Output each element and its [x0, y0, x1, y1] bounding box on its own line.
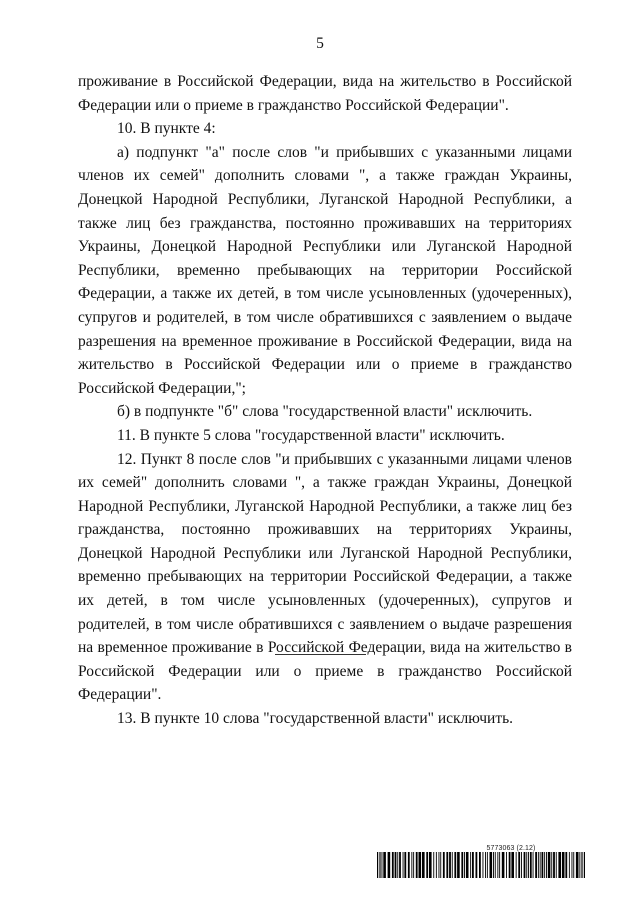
barcode-bar — [511, 852, 514, 878]
paragraph-subitem-b: б) в подпункте "б" слова "государственной власти" исключить. — [117, 403, 533, 421]
barcode-bar — [524, 852, 526, 878]
barcode-bar — [579, 852, 580, 878]
barcode-bar — [499, 852, 500, 878]
barcode-bar — [476, 852, 478, 878]
barcode-bar — [461, 852, 463, 878]
barcode-bar — [542, 852, 544, 878]
barcode-image — [377, 852, 585, 878]
barcode-bar — [493, 852, 494, 878]
barcode-bar — [487, 852, 488, 878]
page-number: 5 — [316, 35, 324, 52]
barcode-bar — [533, 852, 534, 878]
barcode-bar — [413, 852, 414, 878]
barcode-bar — [408, 852, 410, 878]
barcode-bar — [485, 852, 486, 878]
barcode-bar — [581, 852, 582, 878]
barcode-bar — [562, 852, 565, 878]
barcode-bar — [377, 852, 378, 878]
paragraph-subitem-a: а) подпункт "а" после слов "и прибывших с указанными лицами членов их семей" дополнить словами ", а также граждан Украины, Донецкой Народной Республики, Луганской Народной Республики, а также лиц без гражданства, постоянно проживавших на территориях Украины, Донецкой Народной Республики или Луганской Народной Республики, временно пребывающих на территории Российской Федерации, а также их детей, в том числе усыновленных (удочеренных), супругов и родителей, в том числе обратившихся с заявлением о выдаче разрешения на временное проживание в Российской Федерации, вида на жительство в Российской Федерации или о приеме в гражданство Российской Федерации,"; — [78, 143, 572, 397]
paragraph-item-10: 10. В пункте 4: — [117, 120, 216, 138]
barcode-bar — [540, 852, 541, 878]
barcode-bar — [436, 852, 437, 878]
barcode-bar — [399, 852, 401, 878]
barcode-bar — [470, 852, 471, 878]
barcode-bar — [403, 852, 404, 878]
barcode-bar — [573, 852, 574, 878]
barcode-bar — [497, 852, 498, 878]
barcode-bar — [551, 852, 552, 878]
barcode-bar — [495, 852, 496, 878]
barcode-bar — [382, 852, 383, 878]
barcode-bar — [446, 852, 448, 878]
document-body — [78, 70, 572, 731]
barcode-bar — [383, 852, 386, 878]
paragraph-continuation: проживание в Российской Федерации, вида на жительство в Российской Федерации или о приеме в гражданство Российской Федерации". — [78, 73, 572, 114]
barcode-bar — [544, 852, 545, 878]
barcode-bar — [530, 852, 532, 878]
barcode-bar — [479, 852, 481, 878]
barcode-bar — [440, 852, 441, 878]
barcode-bar — [411, 852, 412, 878]
barcode-bar — [576, 852, 579, 878]
barcode-bar — [548, 852, 551, 878]
barcode-bar — [388, 852, 391, 878]
barcode-bar — [464, 852, 465, 878]
barcode-bar — [392, 852, 394, 878]
barcode-bar — [502, 852, 505, 878]
barcode-bar — [518, 852, 520, 878]
paragraph-item-13: 13. В пункте 10 слова "государственной власти" исключить. — [117, 710, 514, 728]
document-code: 5773063 (2.12) — [486, 845, 536, 852]
barcode-bar — [416, 852, 418, 878]
barcode-bar — [422, 852, 425, 878]
barcode-bar — [558, 852, 561, 878]
barcode-bar — [509, 852, 511, 878]
barcode-bar — [429, 852, 432, 878]
barcode-bar — [404, 852, 406, 878]
barcode-bar — [419, 852, 422, 878]
barcode-bar — [452, 852, 453, 878]
barcode-bar — [538, 852, 539, 878]
barcode-bar — [490, 852, 493, 878]
barcode-bar — [526, 852, 527, 878]
barcode-bar — [506, 852, 507, 878]
barcode-bar — [472, 852, 474, 878]
barcode-bar — [565, 852, 567, 878]
barcode-bar — [553, 852, 555, 878]
barcode-bar — [483, 852, 484, 878]
barcode-bar — [395, 852, 397, 878]
paragraph-item-11: 11. В пункте 5 слова "государственной власти" исключить. — [117, 426, 505, 444]
barcode-bar — [426, 852, 428, 878]
barcode-bar — [528, 852, 529, 878]
barcode-bar — [572, 852, 573, 878]
paragraph-item-12: 12. Пункт 8 после слов "и прибывших с указанными лицами членов их семей" дополнить словами ", а также граждан Украины, Донецкой Народной Республики, Луганской Народной Республики, а также лиц без гражданства, постоянно проживавших на территориях Украины, Донецкой Народной Республики или Луганской Народной Республики, временно пребывающих на территории Российской Федерации, а также их детей, в том числе усыновленных (удочеренных), супругов и родителей, в том числе обратившихся с заявлением о выдаче разрешения на временное проживание в Российской Федерации, вида на жительство в Российской Федерации или о приеме в гражданство Российской Федерации". — [78, 450, 572, 704]
barcode-bar — [443, 852, 445, 878]
barcode-bar — [535, 852, 537, 878]
barcode-bar — [556, 852, 557, 878]
barcode-bar — [521, 852, 522, 878]
barcode-bar — [433, 852, 434, 878]
barcode-bar — [449, 852, 451, 878]
end-separator-line — [275, 654, 366, 655]
barcode-bar — [457, 852, 460, 878]
barcode-bar — [466, 852, 469, 878]
barcode-bar — [397, 852, 398, 878]
barcode-bar — [439, 852, 440, 878]
barcode-bar — [584, 852, 585, 878]
barcode-bar — [379, 852, 380, 878]
barcode-bar — [546, 852, 547, 878]
barcode-bar — [569, 852, 570, 878]
barcode-bar — [454, 852, 456, 878]
barcode-bar — [516, 852, 517, 878]
